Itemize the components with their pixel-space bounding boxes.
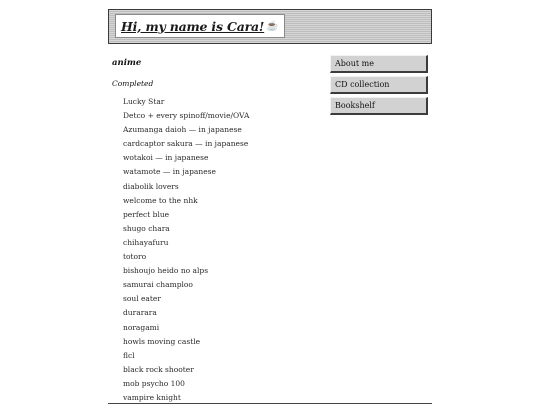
side-nav (330, 55, 428, 118)
list-item: black rock shooter (123, 364, 194, 374)
list-item: flcl (123, 350, 135, 360)
list-item: noragami (123, 322, 160, 332)
list-item: Lucky Star (123, 97, 165, 106)
cd-collection-button[interactable]: CD collection (330, 76, 428, 94)
divider (108, 403, 432, 404)
list-item: durarara (123, 308, 157, 318)
list-item: diabolik lovers (123, 181, 179, 191)
list-item: shugo chara (123, 223, 170, 233)
list-item: soul eater (123, 294, 161, 304)
list-item: Azumanga daioh — in japanese (123, 125, 242, 135)
page-container (108, 0, 432, 405)
title-box (115, 14, 285, 38)
list-item: vampire knight (123, 392, 181, 402)
list-item: bishoujo heido no alps (123, 266, 209, 276)
subsection-heading-completed: Completed (112, 79, 154, 88)
list-item: chihayafuru (123, 237, 169, 247)
about-me-button[interactable]: About me (330, 55, 428, 73)
list-item: mob psycho 100 (123, 378, 185, 388)
anime-completed-list (123, 95, 249, 405)
list-item: watamote — in japanese (123, 167, 216, 177)
teapot-icon: ☕ (266, 20, 279, 32)
list-item: perfect blue (123, 209, 170, 219)
section-heading-anime: anime (112, 58, 142, 68)
list-item: wotakoi — in japanese (123, 153, 209, 163)
list-item: Detco + every spinoff/movie/OVA (123, 111, 250, 121)
list-item: totoro (123, 252, 147, 262)
list-item: cardcaptor sakura — in japanese (123, 139, 249, 149)
bookshelf-button[interactable]: Bookshelf (330, 97, 428, 115)
list-item: welcome to the nhk (123, 195, 198, 205)
list-item: howls moving castle (123, 336, 201, 346)
site-title-link[interactable]: Hi, my name is Cara! (121, 18, 265, 34)
list-item: samurai champloo (123, 280, 193, 290)
site-header (108, 9, 432, 44)
